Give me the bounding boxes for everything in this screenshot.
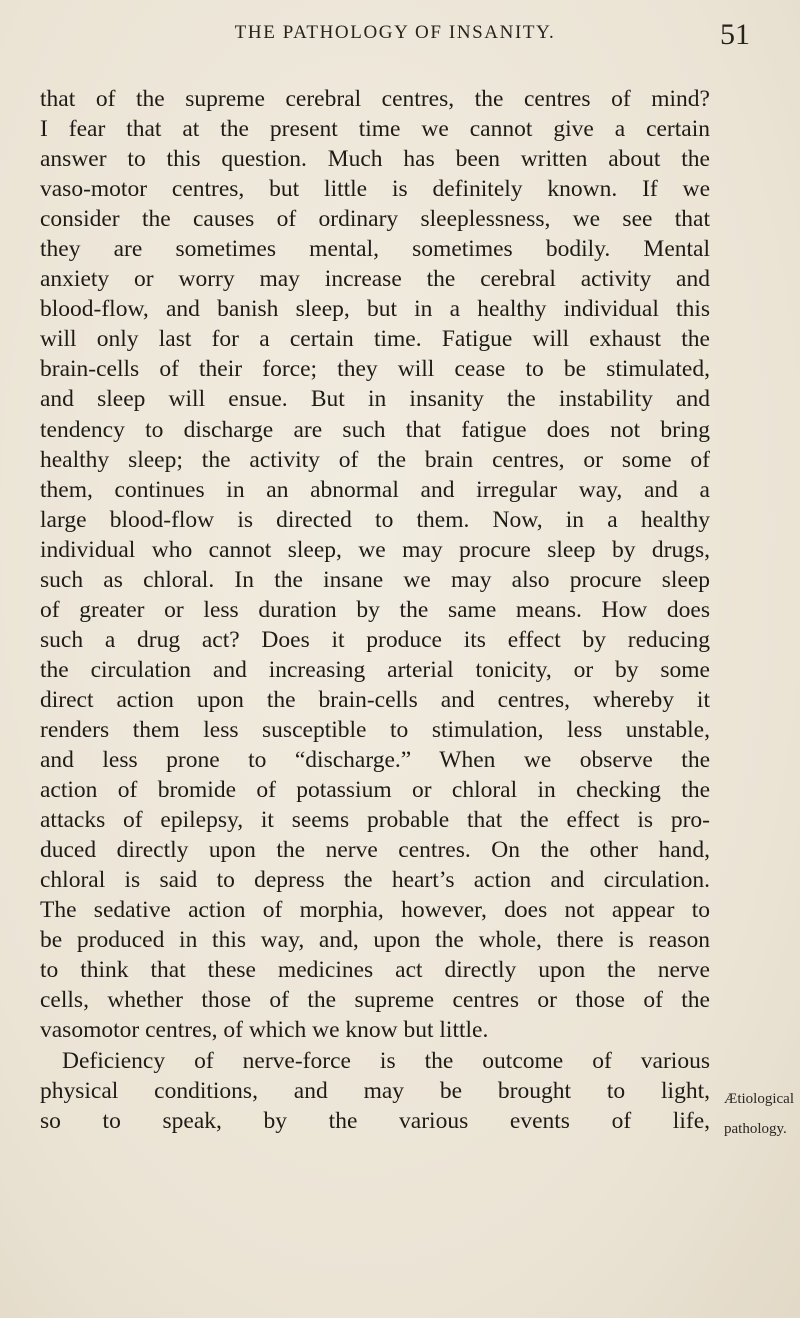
- running-title: THE PATHOLOGY OF INSANITY.: [234, 22, 556, 43]
- text-line: blood-flow, and banish sleep, but in a healthy individual this: [40, 296, 710, 323]
- text-line: The sedative action of morphia, however, does not appear to: [40, 897, 710, 924]
- text-line: vaso-motor centres, but little is definitely known. If we: [40, 176, 710, 203]
- text-line: the circulation and increasing arterial tonicity, or by some: [40, 656, 710, 683]
- paragraph-end-line: vasomotor centres, of which we know but little.: [40, 1017, 489, 1044]
- text-line: them, continues in an abnormal and irregular way, and a: [40, 476, 710, 503]
- text-line: that of the supreme cerebral centres, the centres of mind?: [40, 86, 710, 112]
- text-line: consider the causes of ordinary sleeplessness, we see that: [40, 206, 710, 233]
- text-line: tendency to discharge are such that fatigue does not bring: [40, 416, 710, 443]
- text-line: cells, whether those of the supreme centres or those of the: [40, 987, 710, 1014]
- text-line: and less prone to “discharge.” When we observe the: [40, 747, 710, 774]
- text-line: direct action upon the brain-cells and centres, whereby it: [40, 686, 710, 713]
- text-line: be produced in this way, and, upon the whole, there is reason: [40, 927, 710, 954]
- text-line: and sleep will ensue. But in insanity the instability and: [40, 386, 710, 413]
- text-line: such a drug act? Does it produce its effect by reducing: [40, 626, 710, 653]
- text-line: so to speak, by the various events of life,: [40, 1107, 710, 1134]
- text-line: individual who cannot sleep, we may procure sleep by drugs,: [40, 536, 710, 563]
- running-head: [40, 18, 750, 58]
- margin-note-line-2: pathology.: [724, 1121, 787, 1137]
- paragraph-start-line: Deficiency of nerve-force is the outcome of various: [62, 1047, 710, 1074]
- text-line: to think that these medicines act directly upon the nerve: [40, 957, 710, 984]
- text-line: action of bromide of potassium or chloral in checking the: [40, 777, 710, 804]
- text-line: I fear that at the present time we cannot give a certain: [40, 116, 710, 143]
- text-line: attacks of epilepsy, it seems probable that the effect is pro-: [40, 807, 710, 834]
- text-line: healthy sleep; the activity of the brain centres, or some of: [40, 446, 710, 473]
- text-line: large blood-flow is directed to them. Now, in a healthy: [40, 506, 710, 533]
- text-line: they are sometimes mental, sometimes bodily. Mental: [40, 236, 710, 263]
- margin-note-line-1: Ætiological: [724, 1091, 794, 1107]
- text-line: duced directly upon the nerve centres. On the other hand,: [40, 837, 710, 864]
- text-line: physical conditions, and may be brought to light,: [40, 1077, 710, 1104]
- text-line: of greater or less duration by the same means. How does: [40, 596, 710, 623]
- text-line: will only last for a certain time. Fatigue will exhaust the: [40, 326, 710, 353]
- body-text: [40, 84, 710, 1136]
- text-line: anxiety or worry may increase the cerebral activity and: [40, 266, 710, 293]
- text-line: brain-cells of their force; they will cease to be stimulated,: [40, 356, 710, 383]
- text-line: chloral is said to depress the heart’s action and circulation.: [40, 867, 710, 894]
- text-line: answer to this question. Much has been written about the: [40, 146, 710, 173]
- text-line: renders them less susceptible to stimulation, less unstable,: [40, 716, 710, 743]
- text-line: such as chloral. In the insane we may also procure sleep: [40, 566, 710, 593]
- page-number: 51: [720, 18, 750, 51]
